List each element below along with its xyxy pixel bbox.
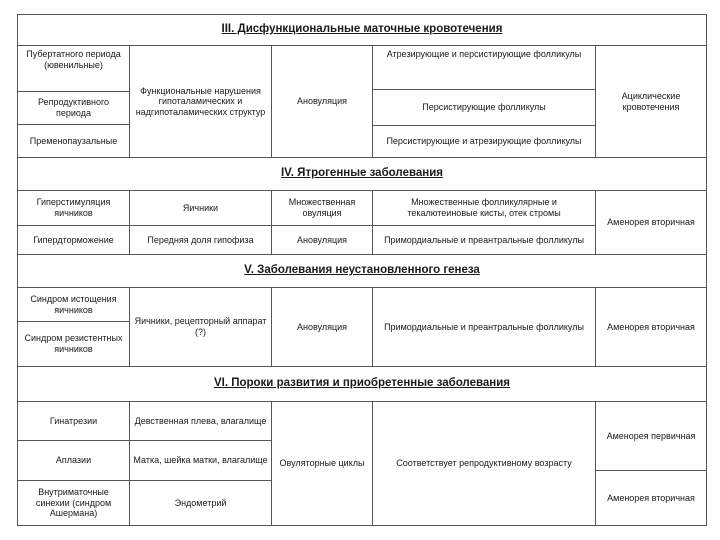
cell-anovulation-3: Ановуляция [271,45,373,158]
cell-hymen-vagina: Девственная плева, влагалище [129,401,272,441]
cell-persistent-atretic: Персистирующие и атрезирующие фолликулы [372,125,596,158]
cell-secondary-amenorrhea-5: Аменорея вторичная [595,287,707,367]
section-6-header: VI. Пороки развития и приобретенные заболевания [17,366,707,402]
cell-hyperstimulation: Гиперстимуляция яичников [17,190,130,226]
cell-reproductive-age: Соответствует репродуктивному возрасту [372,401,596,526]
cell-anovulation-5: Ановуляция [271,287,373,367]
cell-premenopausal: Пременопаузальные [17,124,130,158]
cell-anterior-pituitary: Передняя доля гипофиза [129,225,272,255]
cell-secondary-amenorrhea-6: Аменорея вторичная [595,470,707,526]
cell-asherman: Внутриматочные синехии (синдром Ашермана) [17,480,130,526]
cell-primordial-5: Примордиальные и преантральные фолликулы [372,287,596,367]
cell-endometrium: Эндометрий [129,480,272,526]
cell-atretic-persistent: Атрезирующие и персистирующие фолликулы [372,45,596,90]
cell-ovaries-4: Яичники [129,190,272,226]
cell-juvenile: Пубертатного периода (ювенильные) [17,45,130,92]
cell-multiple-ovulation: Множественная овуляция [271,190,373,226]
cell-reproductive: Репродуктивного периода [17,91,130,125]
cell-hypothalamic: Функциональные нарушения гипоталамических и надгипоталамических структур [129,45,272,158]
cell-hyperinhibition: Гипердторможение [17,225,130,255]
section-3-header: III. Дисфункциональные маточные кровотечения [17,14,707,46]
cell-secondary-amenorrhea-4: Аменорея вторичная [595,190,707,255]
cell-anovulation-4: Ановуляция [271,225,373,255]
cell-ovulatory-cycles: Овуляторные циклы [271,401,373,526]
cell-multiple-cysts: Множественные фолликулярные и текалютеиновые кисты, отек стромы [372,190,596,226]
cell-ovaries-receptor: Яичники, рецепторный аппарат (?) [129,287,272,367]
cell-resistant-ovaries: Синдром резистентных яичников [17,321,130,367]
cell-gynatresia: Гинатрезии [17,401,130,441]
cell-acyclic-bleeding: Ациклические кровотечения [595,45,707,158]
cell-primary-amenorrhea: Аменорея первичная [595,401,707,471]
cell-uterus-cervix: Матка, шейка матки, влагалище [129,440,272,481]
cell-ovarian-exhaustion: Синдром истощения яичников [17,287,130,322]
section-5-header: V. Заболевания неустановленного генеза [17,254,707,288]
cell-primordial-4: Примордиальные и преантральные фолликулы [372,225,596,255]
section-4-header: IV. Ятрогенные заболевания [17,157,707,191]
cell-aplasia: Аплазии [17,440,130,481]
cell-persistent: Персистирующие фолликулы [372,89,596,126]
